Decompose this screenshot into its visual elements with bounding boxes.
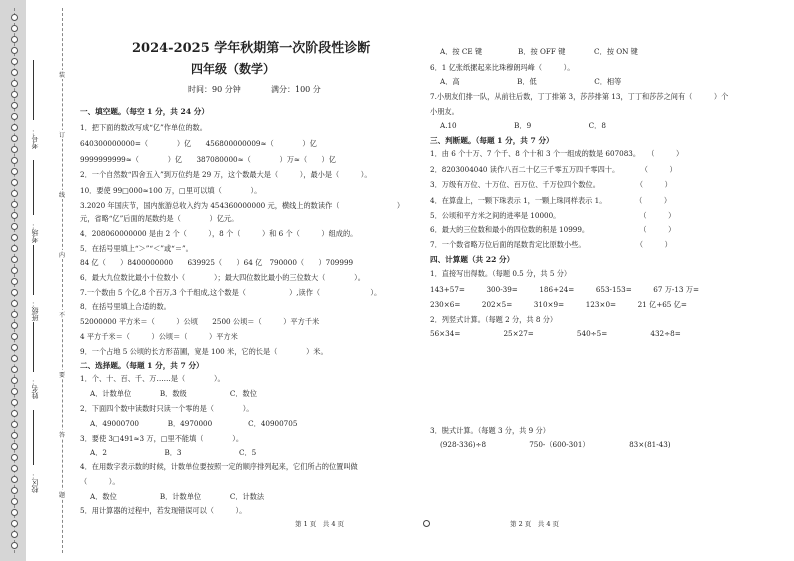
binding-ring [11, 300, 18, 307]
binding-word: 订 [59, 132, 66, 139]
right-line-4: 小朋友。 [430, 107, 459, 116]
right-line-21: (928-336)÷8 750-（600-301） 83×(81-43) [440, 440, 671, 449]
right-line-2: A．高 B．低 C．相等 [440, 77, 622, 86]
right-line-12: 6．最大的三位数和最小的四位数的积是 10999。 （ ） [430, 225, 676, 234]
left-line-20: 2．下面四个数中读数时只读一个零的是（ ）。 [80, 404, 254, 413]
exam-title: 2024-2025 学年秋期第一次阶段性诊断 [132, 41, 371, 56]
exam-time: 时间：90 分钟 [188, 85, 241, 94]
left-line-14: 52000000 平方米＝（ ）公顷 2500 公顷＝（ ）平方千米 [80, 317, 320, 326]
left-line-1: 1．把下面的数改写成“亿”作单位的数。 [80, 123, 207, 132]
right-line-9: 3．万级有万位、十万位、百万位、千万位四个数位。 （ ） [430, 180, 672, 189]
left-line-10: 84 亿（ ）8400000000 639925（ ）64 亿 790000（ ）709999 [80, 258, 354, 267]
left-line-27: 5．用计算器的过程中，若发现错误可以（ ）。 [80, 506, 247, 515]
right-line-8: 2．8203004040 读作八百二十亿三千零五万四千零四十。 （ ） [430, 165, 677, 174]
right-line-11: 5．公顷和平方米之间的进率是 10000。 （ ） [430, 211, 676, 220]
binding-ring [11, 476, 18, 483]
left-line-6: 3.2020 年国庆节，国内旅游总收入约为 454360000000 元，横线上的数读作（ ） [80, 201, 405, 210]
binding-ring [11, 454, 18, 461]
binding-ring [11, 157, 18, 164]
binding-word: 不 [59, 312, 66, 319]
right-line-18: 2．列竖式计算。（每题 2 分，共 8 分） [430, 315, 558, 324]
binding-ring [11, 245, 18, 252]
binding-word: 线 [59, 192, 66, 199]
center-mark [423, 520, 430, 527]
binding-ring [11, 311, 18, 318]
binding-ring [11, 69, 18, 76]
right-line-17: 230×6= 202×5= 310×9= 123×0= 21 亿+65 亿= [430, 300, 687, 309]
binding-ring [11, 36, 18, 43]
field-line [33, 160, 34, 215]
left-line-18: 1．个、十、百、千、万……是（ ）。 [80, 374, 225, 383]
left-line-11: 6．最大九位数比最小十位数小（ ）；最大四位数比最小的三位数大（ ）。 [80, 273, 365, 282]
binding-ring [11, 487, 18, 494]
binding-ring [11, 234, 18, 241]
exam-score: 满分：100 分 [271, 85, 321, 94]
binding-ring [11, 465, 18, 472]
binding-ring [11, 267, 18, 274]
binding-word: 答 [59, 432, 66, 439]
field-name: 姓名： [31, 378, 39, 399]
left-line-24: 4．在用数字表示数的时候，计数单位要按照一定的顺序排列起来，它们所占的位置叫做 [80, 462, 358, 471]
left-line-23: A．2 B．3 C．5 [90, 448, 257, 457]
left-line-13: 8．在括号里填上合适的数。 [80, 302, 171, 311]
binding-ring [11, 47, 18, 54]
right-line-20: 3．脱式计算。（每题 3 分，共 9 分） [430, 426, 550, 435]
binding-ring [11, 432, 18, 439]
binding-word: 题 [59, 492, 66, 499]
cut-line-inner [62, 8, 63, 553]
binding-ring [11, 410, 18, 417]
right-line-1: 6．1 亿张纸摞起来比珠穆朗玛峰（ ）。 [430, 63, 575, 72]
right-line-0: A．按 CE 键 B．按 OFF 键 C．按 ON 键 [440, 47, 638, 56]
page-number-right: 第 2 页 共 4 页 [510, 520, 560, 528]
binding-ring [11, 443, 18, 450]
field-campus: 校区： [31, 472, 39, 493]
binding-word: 要 [59, 372, 66, 379]
binding-ring [11, 322, 18, 329]
page-number-left: 第 1 页 共 4 页 [295, 520, 345, 528]
right-line-5: A.10 B．9 C．8 [440, 121, 606, 130]
binding-ring [11, 421, 18, 428]
binding-ring [11, 333, 18, 340]
binding-word: 内 [59, 252, 66, 259]
left-line-22: 3．要使 3□491≈3 万，□里不能填（ ）。 [80, 434, 244, 443]
binding-ring [11, 520, 18, 527]
binding-ring [11, 179, 18, 186]
right-line-10: 4．在算盘上，一颗下珠表示 1，一颗上珠同样表示 1。 （ ） [430, 196, 672, 205]
left-line-26: A．数位 B．计数单位 C．计数法 [90, 492, 265, 501]
binding-ring [11, 190, 18, 197]
binding-ring [11, 366, 18, 373]
binding-ring [11, 377, 18, 384]
binding-ring [11, 542, 18, 549]
binding-ring [11, 58, 18, 65]
binding-ring [11, 289, 18, 296]
binding-ring [11, 124, 18, 131]
binding-ring [11, 399, 18, 406]
field-line [33, 410, 34, 465]
binding-ring [11, 509, 18, 516]
exam-subtitle: 四年级（数学） [191, 62, 276, 76]
binding-ring [11, 388, 18, 395]
left-line-16: 9．一个占地 5 公顷的长方形苗圃，宽是 100 米，它的长是（ ）米。 [80, 347, 328, 356]
left-line-7: 元，省略“亿”后面的尾数约是（ ）亿元。 [80, 214, 239, 223]
binding-ring [11, 344, 18, 351]
field-line [33, 60, 34, 120]
binding-ring [11, 14, 18, 21]
binding-ring [11, 113, 18, 120]
binding-ring [11, 102, 18, 109]
binding-ring [11, 146, 18, 153]
binding-ring [11, 278, 18, 285]
left-line-0: 一、填空题。（每空 1 分，共 24 分） [80, 107, 209, 116]
right-line-6: 三、判断题。（每题 1 分，共 7 分） [430, 136, 554, 145]
binding-ring [11, 223, 18, 230]
page-right [430, 0, 785, 561]
right-line-13: 7．一个数省略万位后面的尾数肯定比原数小些。 （ ） [430, 240, 672, 249]
binding-ring [11, 135, 18, 142]
field-class: 班级： [31, 300, 39, 321]
field-exam-room: 考场： [31, 222, 39, 243]
left-line-25: （ ）。 [80, 477, 120, 486]
left-line-21: A．49000700 B．4970000 C．40900705 [90, 419, 298, 428]
left-line-19: A．计数单位 B．数级 C．数位 [90, 389, 257, 398]
left-line-15: 4 平方千米＝（ ）公顷＝（ ）平方米 [80, 332, 238, 341]
right-line-7: 1．由 6 个十万、7 个千、8 个十和 3 个一组成的数是 607083。 （ ） [430, 149, 684, 158]
left-line-8: 4．208060000000 是由 2 个（ ），8 个（ ）和 6 个（ ）组成的。 [80, 229, 358, 238]
right-line-19: 56×34= 25×27= 540÷5= 432÷8= [430, 329, 681, 338]
field-line [33, 245, 34, 295]
binding-word: 装 [59, 72, 66, 79]
page-left [80, 0, 425, 561]
binding-ring [11, 355, 18, 362]
binding-ring [11, 201, 18, 208]
binding-ring [11, 531, 18, 538]
binding-ring [11, 25, 18, 32]
binding-ring [11, 212, 18, 219]
binding-ring [11, 168, 18, 175]
left-line-4: 2．一个自然数“四舍五入”到万位约是 29 万，这个数最大是（ ），最小是（ ）。 [80, 170, 372, 179]
left-line-2: 640300000000=（ ）亿 456800000009≈（ ）亿 [80, 139, 317, 148]
right-line-3: 7.小朋友们排一队，从前往后数，丁丁排第 3，莎莎排第 13，丁丁和莎莎之间有（ ）个 [430, 92, 729, 101]
right-line-16: 143+57= 300-39= 186+24= 653-153= 67 万-13 万= [430, 285, 699, 294]
binding-ring [11, 80, 18, 87]
right-line-15: 1．直接写出得数。（每题 0.5 分，共 5 分） [430, 269, 572, 278]
left-line-9: 5．在括号里填上“＞”“＜”或“＝”。 [80, 244, 193, 253]
left-line-3: 9999999999≈（ ）亿 387080000≈（ ）万≈（ ）亿 [80, 155, 336, 164]
left-line-17: 二、选择题。（每题 1 分，共 7 分） [80, 361, 204, 370]
right-line-14: 四、计算题（共 22 分） [430, 255, 515, 264]
binding-ring [11, 91, 18, 98]
binding-ring [11, 498, 18, 505]
field-line [33, 322, 34, 372]
field-exam-no: 考号： [31, 128, 39, 149]
left-line-12: 7.一个数由 5 个亿,8 个百万,3 个千组成,这个数是（ ）,读作（ ）。 [80, 288, 382, 297]
binding-ring [11, 256, 18, 263]
left-line-5: 10．要使 99□000≈100 万，□里可以填（ ）。 [80, 186, 262, 195]
